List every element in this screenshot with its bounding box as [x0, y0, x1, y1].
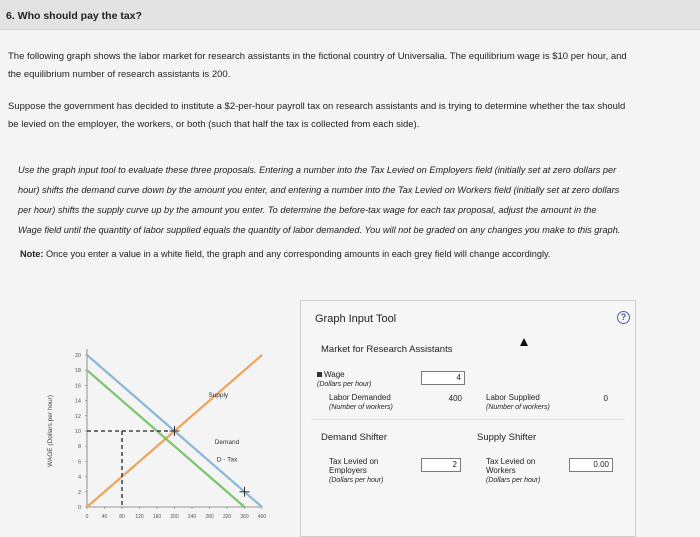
tool-title: Graph Input Tool: [315, 313, 397, 325]
help-icon[interactable]: ?: [617, 311, 630, 324]
tax-employers-input[interactable]: 2: [421, 458, 461, 472]
tax-employers-line-2: Employers: [329, 466, 367, 475]
labor-supplied-label: Labor Supplied: [486, 393, 540, 402]
y-tick-label: 16: [74, 383, 81, 390]
question-title: 6. Who should pay the tax?: [6, 10, 142, 22]
market-title: Market for Research Assistants: [321, 344, 453, 355]
instructions-line-4: Wage field until the quantity of labor supplied equals the quantity of labor demanded. You will not be graded on any changes you make to this graph.: [18, 225, 621, 235]
tax-employers-label-group: [329, 457, 383, 485]
graph-canvas[interactable]: [40, 335, 285, 535]
mouse-cursor-icon: [520, 338, 528, 346]
x-tick-label: 320: [222, 514, 232, 520]
tax-workers-line-2: Workers: [486, 466, 516, 475]
instructions-line-1: Use the graph input tool to evaluate these three proposals. Entering a number into the Tax Levied on Employers field (initially set at zero dollars per: [18, 165, 617, 175]
labor-demanded-label: Labor Demanded: [329, 393, 391, 402]
note-paragraph: [20, 245, 700, 263]
note-text: Once you enter a value in a white field, the graph and any corresponding amounts in each grey field will change accordingly.: [43, 249, 551, 259]
note-label: Note:: [20, 249, 44, 259]
y-tick-label: 18: [74, 368, 81, 375]
demand-curve-label: Demand: [214, 438, 240, 446]
tax-workers-unit: (Dollars per hour): [486, 477, 541, 484]
demand-shifter-title: Demand Shifter: [321, 432, 388, 443]
instructions-line-2: hour) shifts the demand curve down by the amount you enter, and entering a number into the Tax Levied on Workers field (initially set at zero dollars: [18, 185, 620, 195]
intro-line-2: the equilibrium number of research assistants is 200.: [8, 69, 231, 80]
tax-workers-label-group: [486, 457, 540, 485]
tax-line-1: Suppose the government has decided to institute a $2-per-hour payroll tax on research assistants and is trying to determine whether the tax should: [8, 101, 626, 112]
x-tick-label: 120: [135, 514, 144, 520]
tax-paragraph: [8, 98, 698, 134]
question-header: [0, 0, 700, 30]
labor-supplied-unit: (Number of workers): [486, 404, 550, 411]
y-tick-label: 20: [74, 353, 81, 359]
wage-label-group: [317, 370, 371, 389]
wage-input[interactable]: 4: [421, 371, 465, 385]
x-tick-label: 160: [152, 514, 162, 520]
intro-line-1: The following graph shows the labor market for research assistants in the fictional country of Universalia. The equilibrium wage is $10 per hour, and: [8, 51, 627, 62]
y-tick-label: 12: [74, 413, 81, 420]
labor-demanded-unit: (Number of workers): [329, 404, 393, 411]
wage-label: Wage: [324, 370, 345, 379]
graph-input-tool: [300, 300, 636, 537]
x-tick-label: 400: [257, 514, 267, 520]
y-tick-label: 0: [77, 505, 81, 511]
intro-paragraph: [8, 48, 698, 84]
tax-employers-line-1: Tax Levied on: [329, 457, 379, 466]
x-tick-label: 360: [240, 514, 249, 520]
x-tick-label: 80: [119, 514, 125, 520]
labor-market-graph[interactable]: [40, 335, 285, 535]
instructions-line-3: per hour) shifts the supply curve up by the amount you enter. To determine the before-tax wage for each tax proposal, adjust the amount in the: [18, 205, 597, 215]
tax-workers-input[interactable]: 0.00: [569, 458, 613, 472]
instructions-paragraph: [18, 160, 698, 240]
x-tick-label: 40: [101, 514, 108, 520]
labor-demanded-value: 400: [448, 394, 462, 403]
x-tick-label: 200: [170, 514, 179, 520]
labor-supplied-label-group: [486, 393, 550, 412]
labor-demanded-label-group: [329, 393, 393, 412]
labor-supplied-value: 0: [603, 394, 608, 403]
y-tick-label: 14: [74, 398, 81, 405]
supply-shifter-title: Supply Shifter: [477, 432, 537, 443]
x-tick-label: 280: [205, 514, 214, 520]
y-tick-label: 2: [77, 489, 81, 496]
tax-workers-line-1: Tax Levied on: [486, 457, 536, 466]
y-tick-label: 4: [77, 474, 81, 481]
wage-marker-icon: [317, 372, 322, 377]
y-tick-label: 8: [77, 444, 81, 451]
x-tick-label: 240: [187, 514, 197, 520]
wage-unit: (Dollars per hour): [317, 381, 372, 388]
x-tick-label: 0: [85, 514, 89, 520]
tax-line-2: be levied on the employer, the workers, or both (such that half the tax is collected from each side).: [8, 119, 420, 130]
dtax-curve-label: D - Tax: [216, 456, 238, 464]
supply-curve-label: Supply: [208, 391, 229, 399]
tax-employers-unit: (Dollars per hour): [329, 477, 384, 484]
y-axis-label: WAGE (Dollars per hour): [47, 395, 54, 467]
y-tick-label: 10: [74, 429, 81, 435]
y-tick-label: 6: [77, 459, 81, 466]
tool-divider: [311, 419, 625, 420]
